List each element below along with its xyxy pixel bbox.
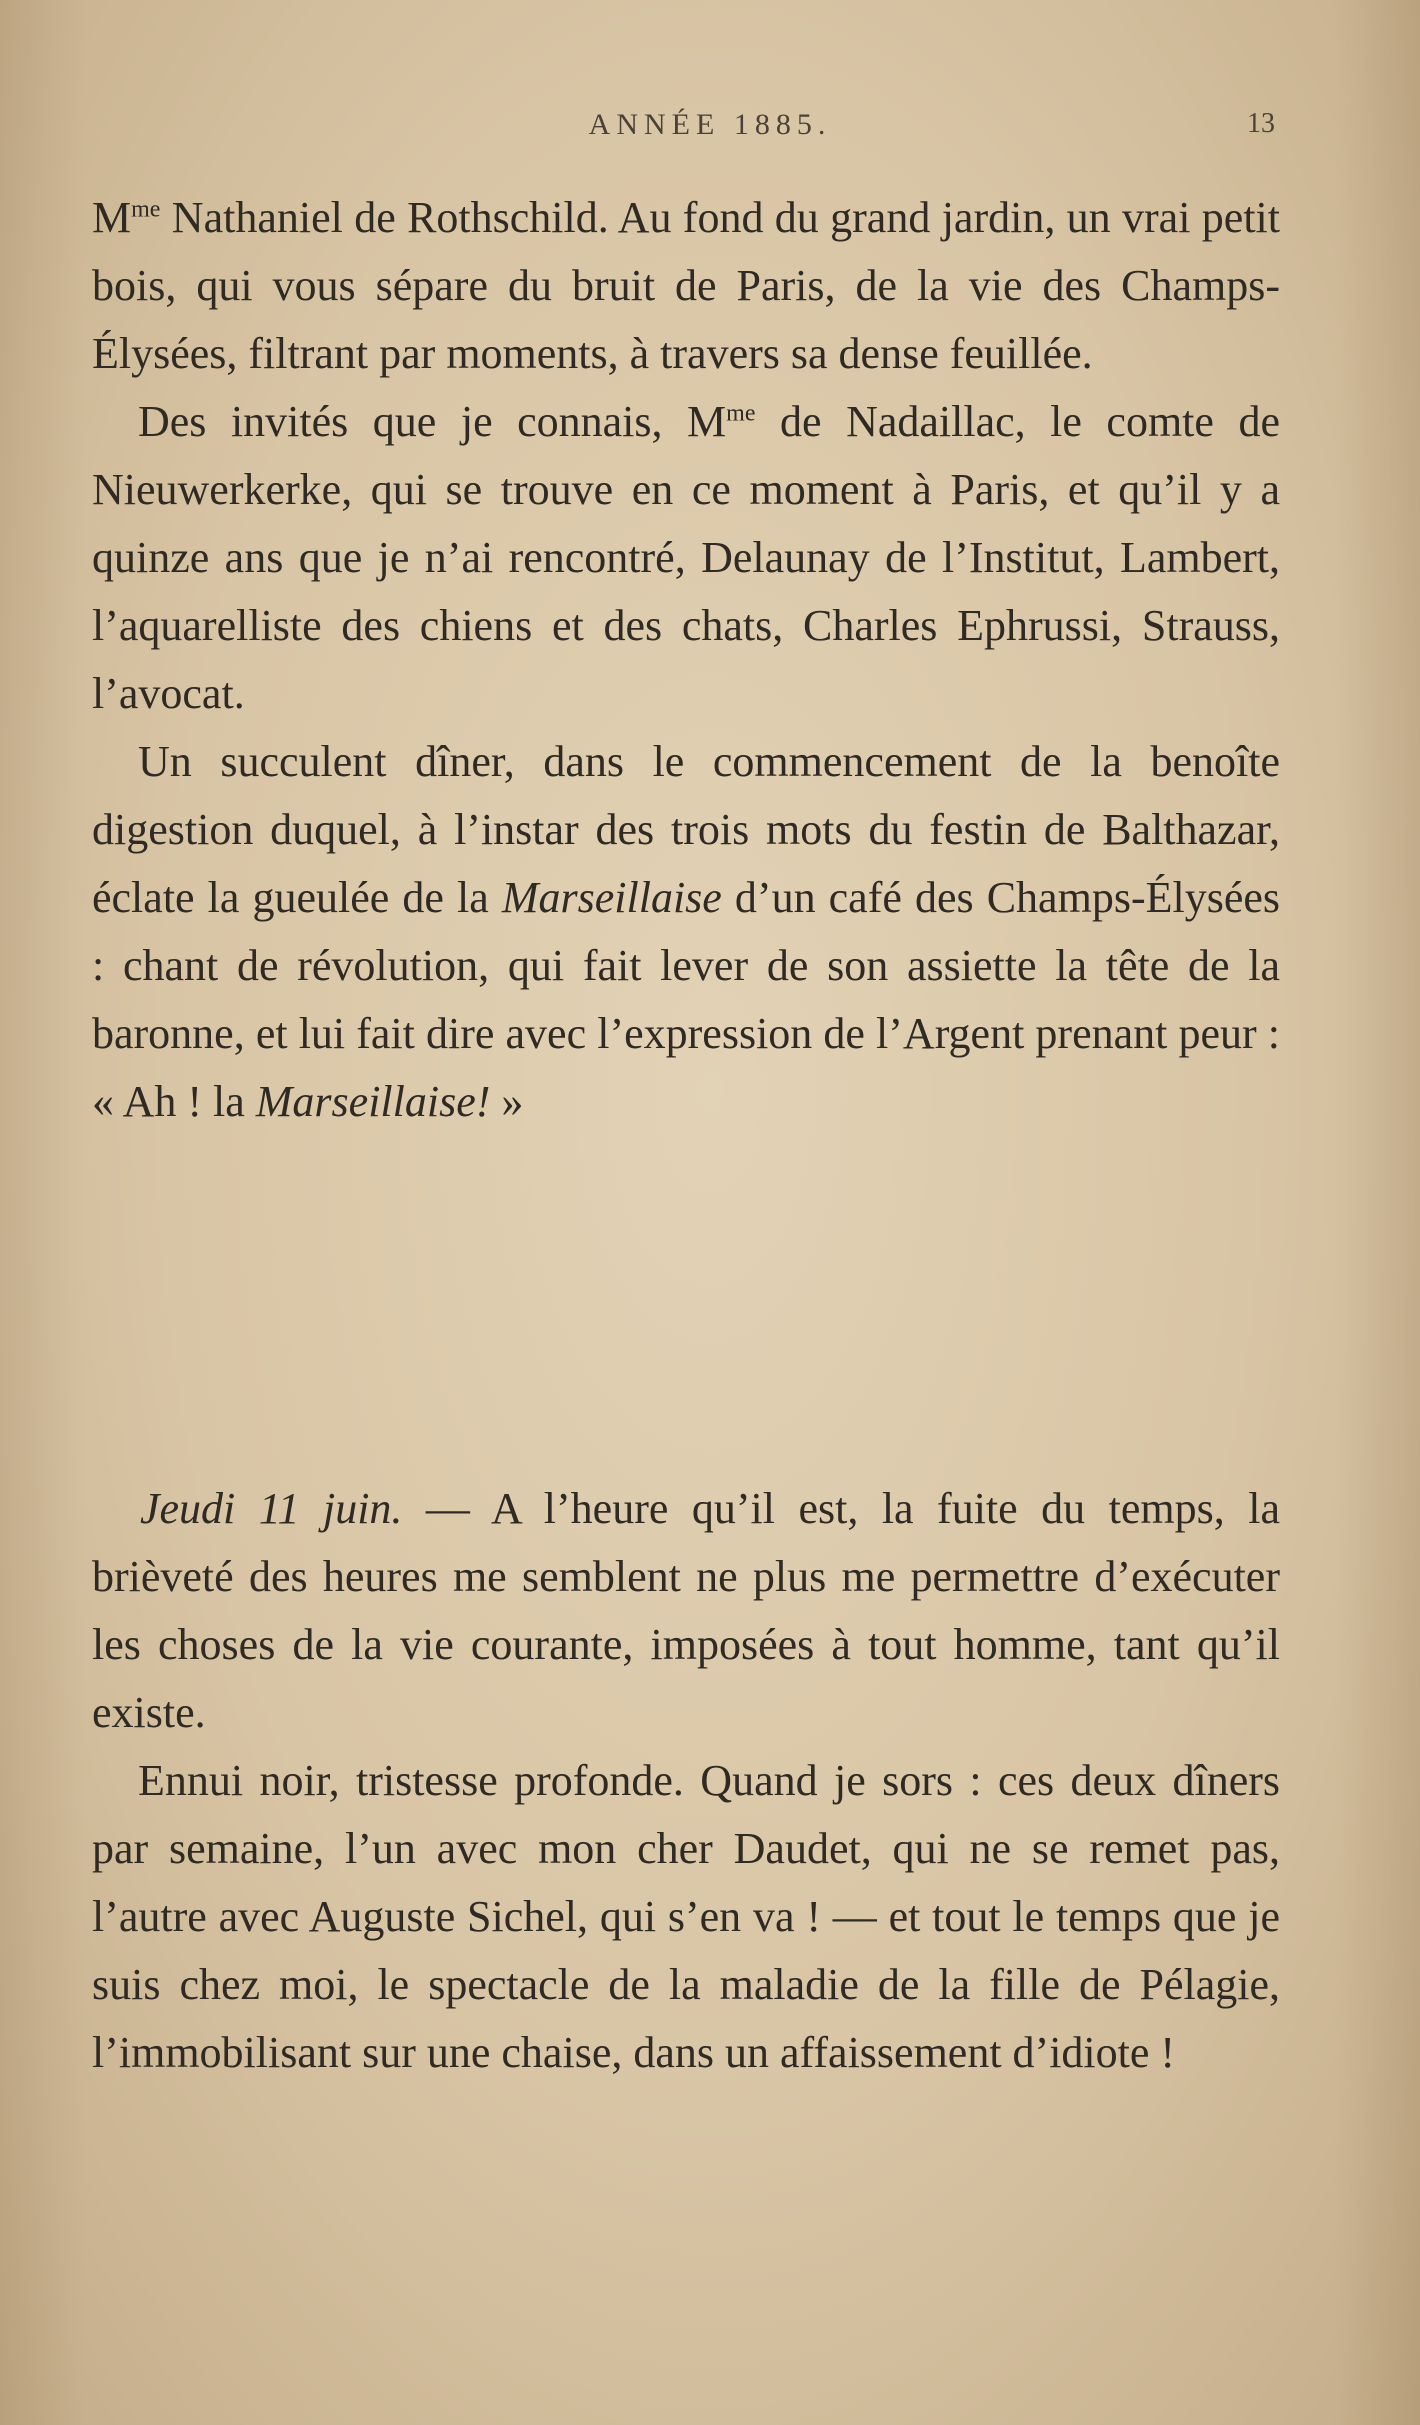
running-title: ANNÉE 1885. (588, 108, 832, 141)
paragraph-3-italic-marseillaise-exclaim: Marseillaise! (255, 1077, 491, 1126)
paragraph-3 (92, 728, 1280, 1136)
paragraph-2-segment-1: Des invités que je connais, M (138, 397, 727, 446)
paragraph-1 (92, 184, 1280, 388)
running-head (0, 108, 1420, 148)
paragraph-3-italic-marseillaise: Marseillaise (501, 873, 722, 922)
entry-paragraph-2: Ennui noir, tristesse profonde. Quand je sors : ces deux dîners par semaine, l’un avec mon cher Daudet, qui ne se remet pas, l’autre avec Auguste Sichel, qui s’en va ! — et tout le temps que je suis chez moi, le spectacle de la maladie de la fille de Pélagie, l’immobilisant sur une chaise, dans un affaissement d’idiote ! (92, 1756, 1280, 2077)
paragraph-3-segment-1: Un succulent dîner, dans le commencement de la benoîte digestion duquel, à l’instar des trois mots du festin de Balthazar, éclate la gueulée de la (92, 737, 1280, 922)
paragraph-1-superscript: me (131, 196, 161, 223)
entry-dateline: Jeudi 11 juin. (140, 1484, 403, 1533)
paragraph-1-segment-3: Nathaniel de Rothschild. Au fond du grand jardin, un vrai petit bois, qui vous sépare du bruit de Paris, de la vie des Champs-Élysées, filtrant par moments, à travers sa dense feuillée. (92, 193, 1280, 378)
paragraph-2 (92, 388, 1280, 728)
page-number: 13 (1247, 108, 1275, 139)
paragraph-1-segment-1: M (92, 193, 132, 242)
paragraph-3-segment-3: d’un café des Champs-Élysées : chant de révolution, qui fait lever de son assiette la tête de la baronne, et lui fait dire avec l’expression de l’Argent prenant peur : « Ah ! la (92, 873, 1280, 1126)
paragraph-3-segment-5: » (490, 1077, 524, 1126)
paragraph-2-segment-3: de Nadaillac, le comte de Nieuwerkerke, qui se trouve en ce moment à Paris, et qu’il y a quinze ans que je n’ai rencontré, Delaunay de l’Institut, Lambert, l’aquarelliste des chiens et des chats, Charles Ephrussi, Strauss, l’avocat. (92, 397, 1280, 718)
main-text-block (92, 184, 1280, 1136)
entry-paragraph-1 (92, 1475, 1280, 1747)
entry-paragraph-1-text: — A l’heure qu’il est, la fuite du temps, la brièveté des heures me semblent ne plus me permettre d’exécuter les choses de la vie courante, imposées à tout homme, tant qu’il existe. (92, 1484, 1280, 1737)
paragraph-2-superscript: me (726, 400, 756, 427)
journal-entry-block (92, 1475, 1280, 2087)
